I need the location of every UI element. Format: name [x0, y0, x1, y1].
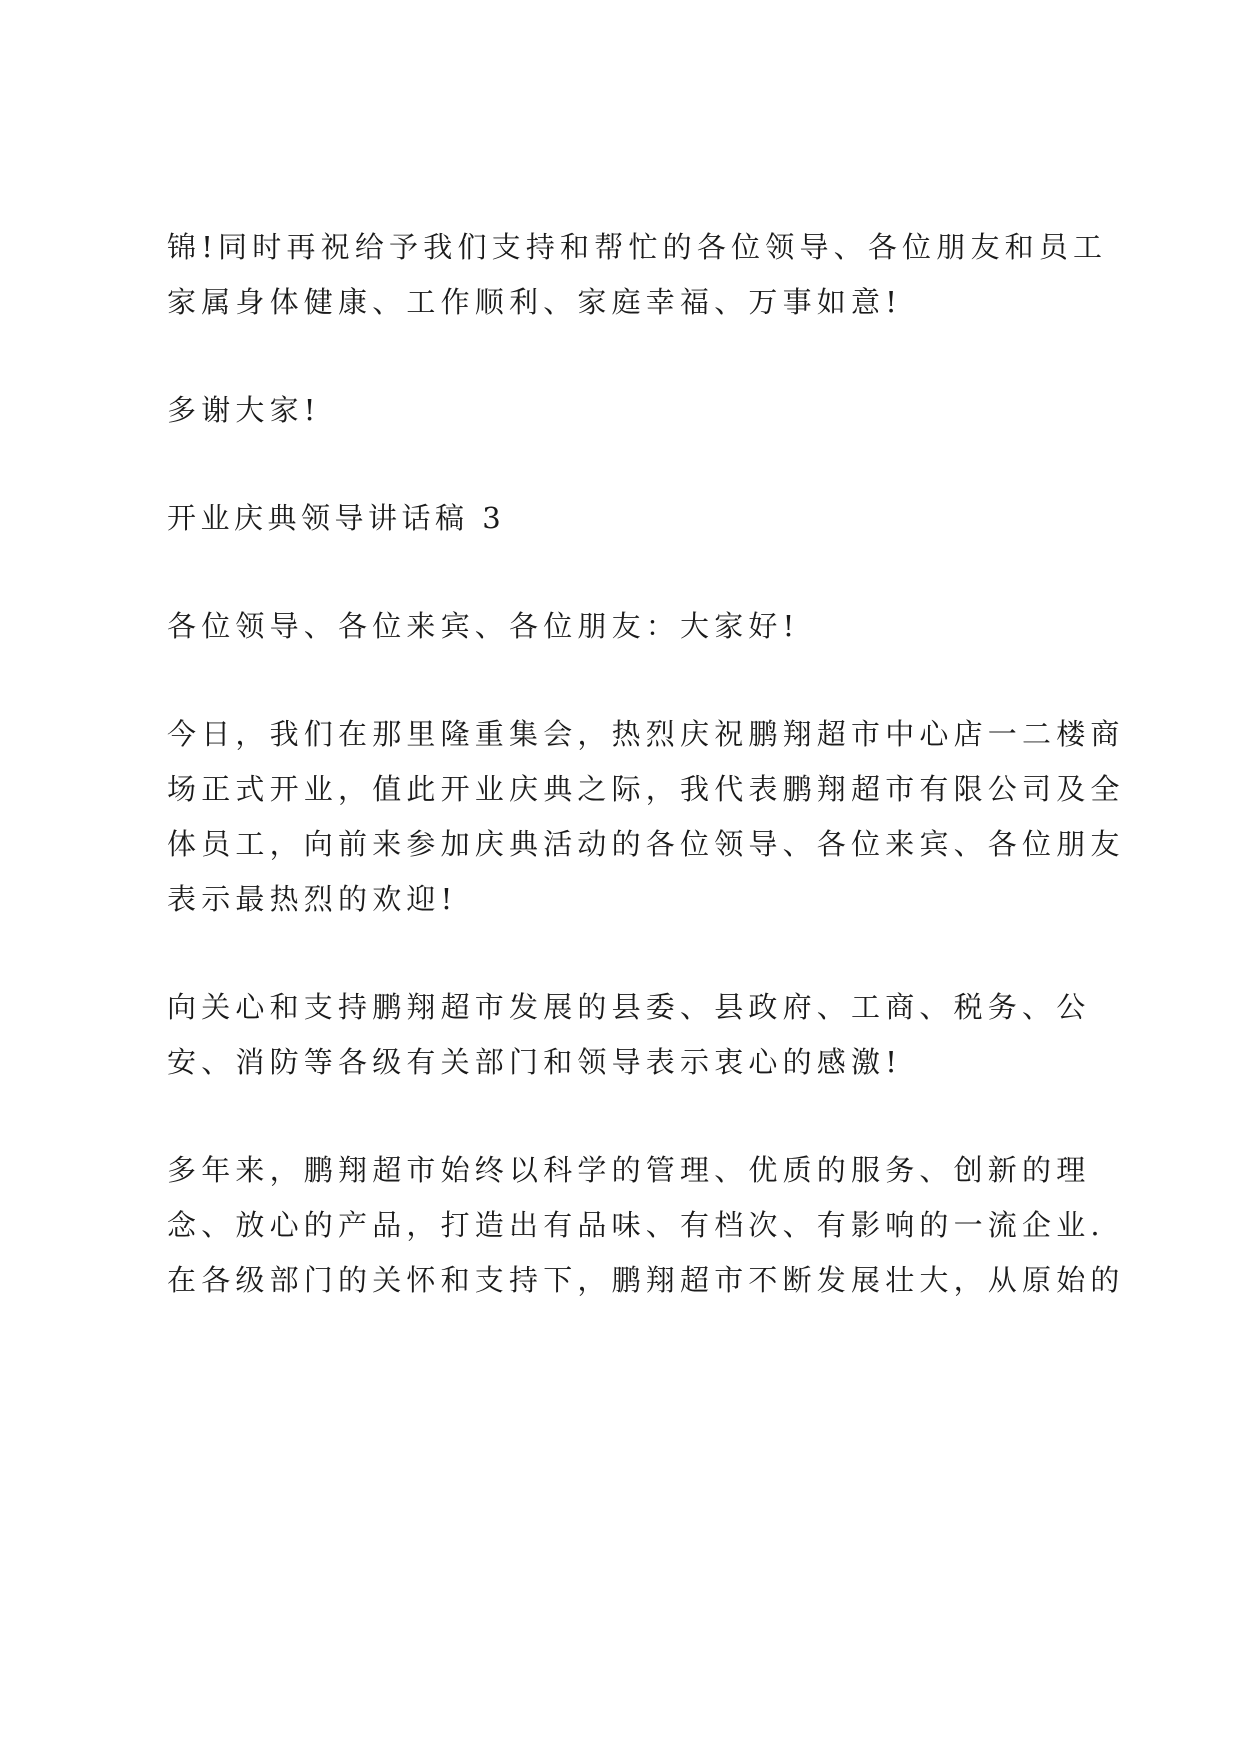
text-line: 安、消防等各级有关部门和领导表示衷心的感激! — [167, 1045, 903, 1079]
text-line: 锦!同时再祝给予我们支持和帮忙的各位领导、各位朋友和员工 — [167, 230, 1108, 264]
paragraph-greeting — [167, 599, 1107, 654]
paragraph-thanks — [167, 383, 1107, 438]
text-line: 家属身体健康、工作顺利、家庭幸福、万事如意! — [167, 285, 903, 319]
text-line: 今日，我们在那里隆重集会，热烈庆祝鹏翔超市中心店一二楼商 — [167, 717, 1125, 751]
text-line: 体员工，向前来参加庆典活动的各位领导、各位来宾、各位朋友 — [167, 827, 1125, 861]
text-line: 场正式开业，值此开业庆典之际，我代表鹏翔超市有限公司及全 — [167, 772, 1125, 806]
text-line: 多谢大家! — [167, 393, 321, 427]
text-line: 念、放心的产品，打造出有品味、有档次、有影响的一流企业. — [167, 1208, 1105, 1242]
section-heading — [167, 491, 1107, 546]
heading-text: 开业庆典领导讲话稿 3 — [167, 501, 506, 535]
paragraph-history — [167, 1143, 1125, 1308]
text-line: 向关心和支持鹏翔超市发展的县委、县政府、工商、税务、公 — [167, 990, 1091, 1024]
paragraph-gratitude — [167, 980, 1107, 1090]
text-line: 在各级部门的关怀和支持下，鹏翔超市不断发展壮大，从原始的 — [167, 1263, 1125, 1297]
text-line: 各位领导、各位来宾、各位朋友：大家好! — [167, 609, 800, 643]
paragraph-welcome — [167, 707, 1125, 927]
document-body — [167, 220, 1125, 1361]
text-line: 表示最热烈的欢迎! — [167, 882, 458, 916]
paragraph-closing-wishes — [167, 220, 1107, 330]
text-line: 多年来，鹏翔超市始终以科学的管理、优质的服务、创新的理 — [167, 1153, 1091, 1187]
